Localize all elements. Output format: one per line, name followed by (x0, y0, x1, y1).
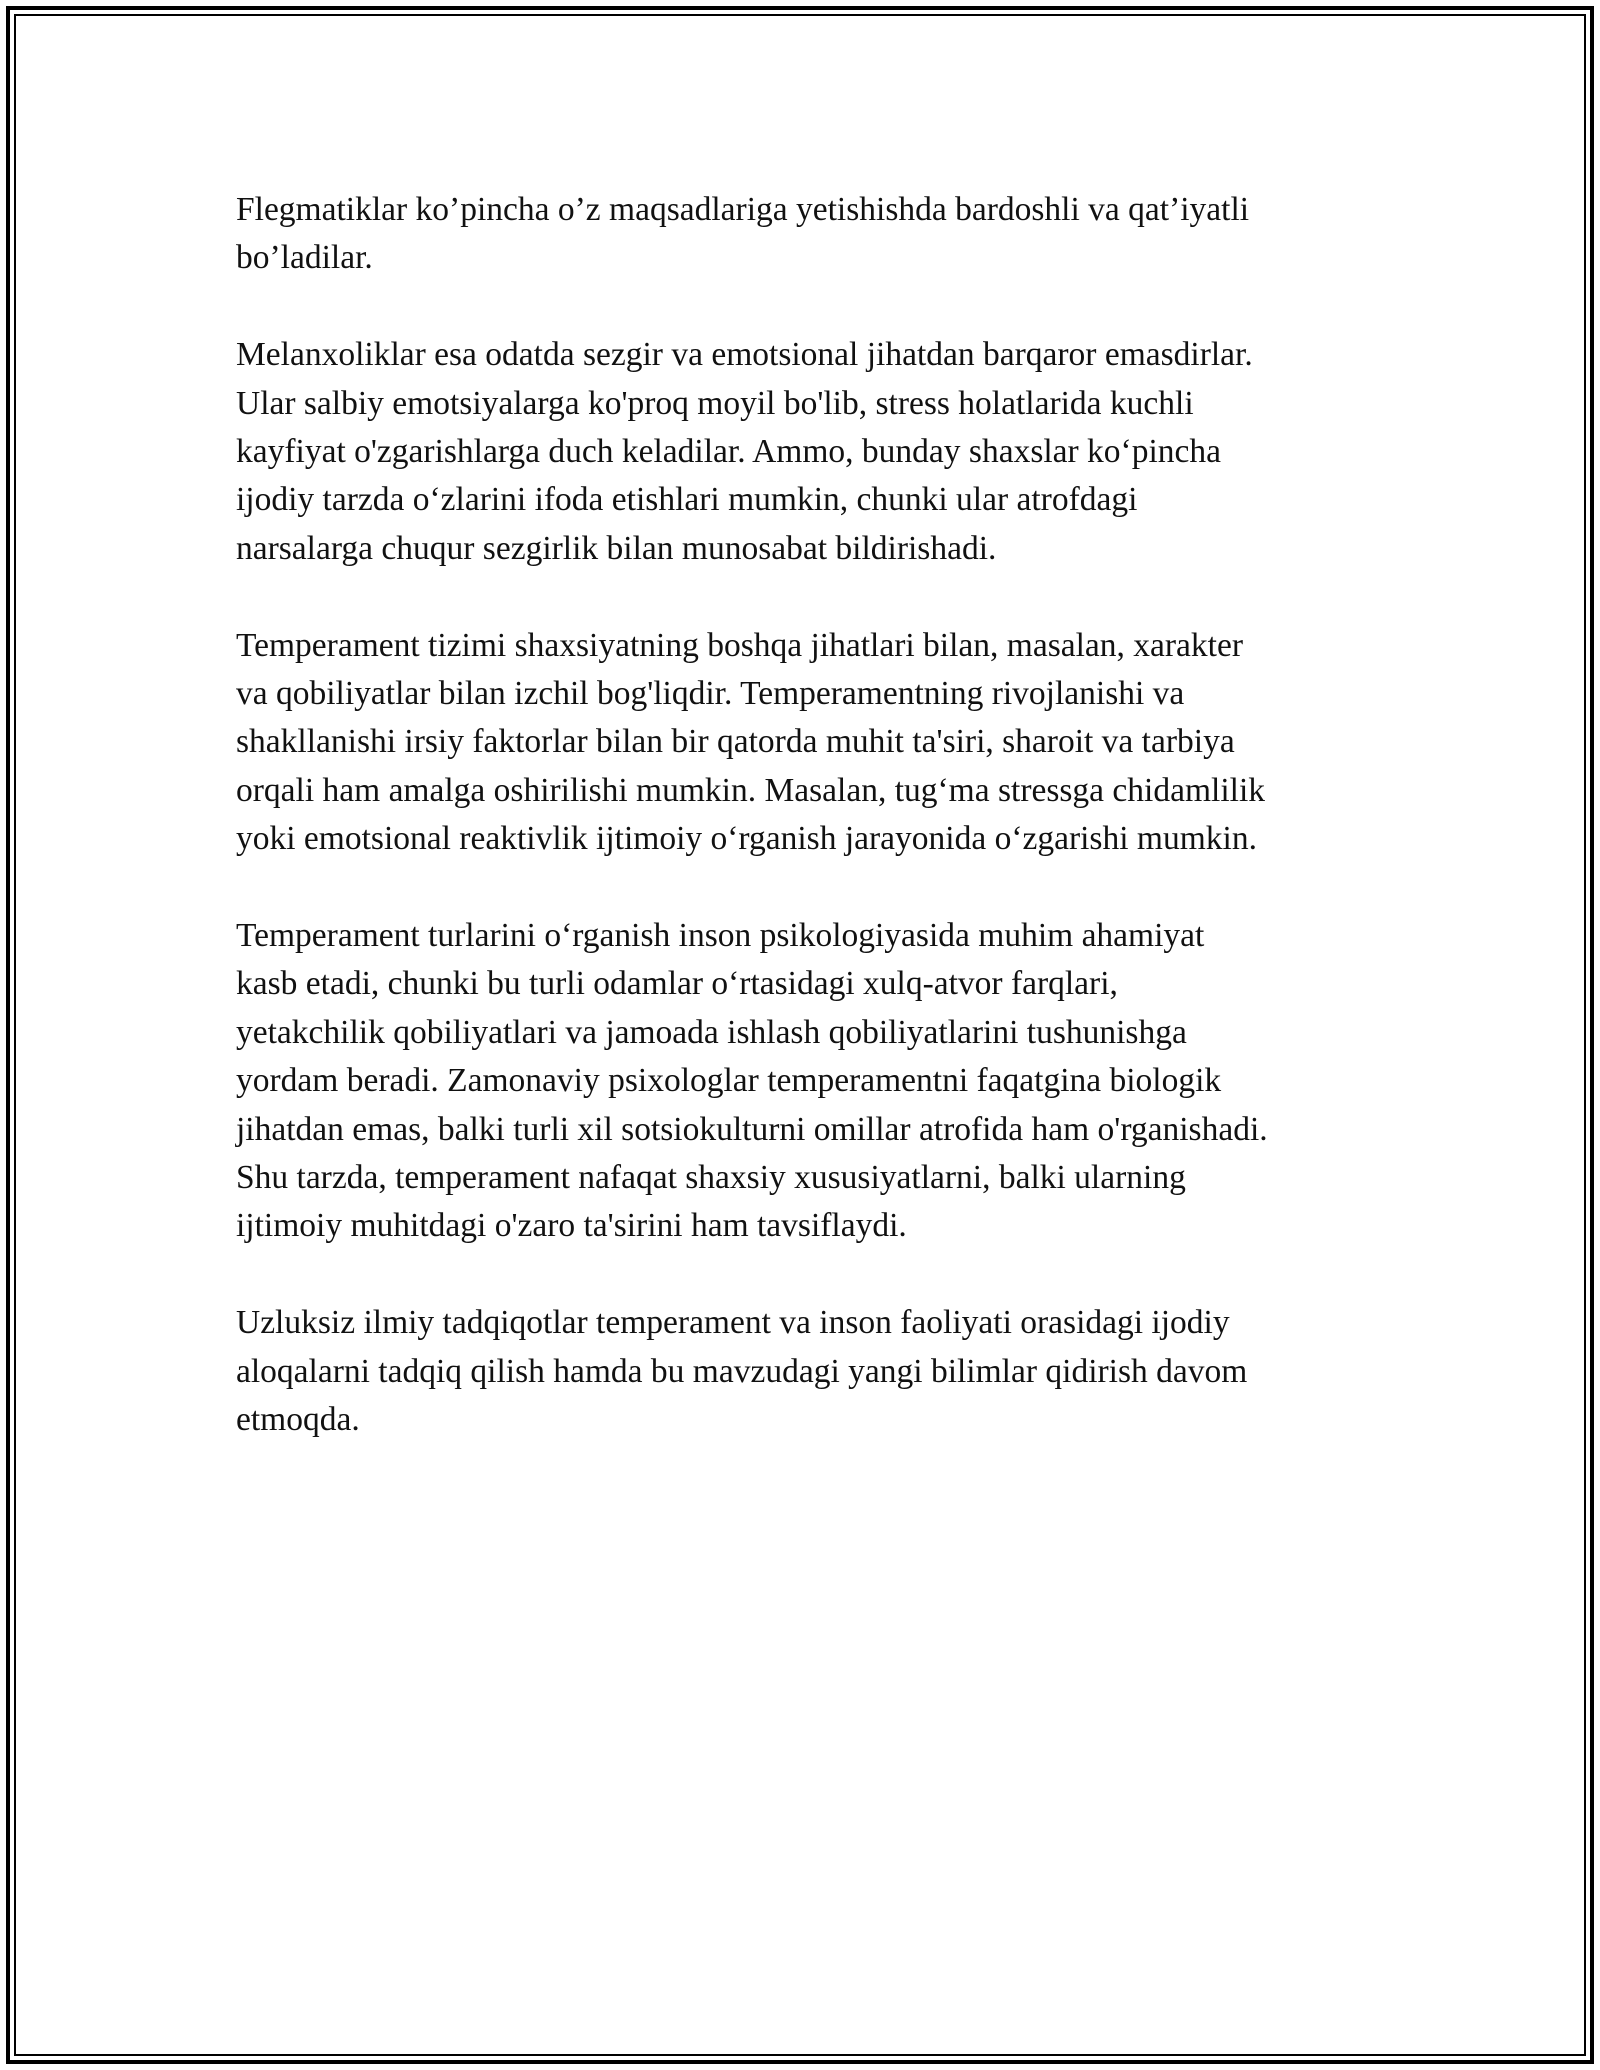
paragraph-continuous-research: Uzluksiz ilmiy tadqiqotlar temperament va inson faoliyati orasidagi ijodiy aloqalarni tadqiq qilish hamda bu mavzudagi yangi bilimlar qidirish davom etmoqda. (236, 1304, 1248, 1439)
paragraph-temperament-study: Temperament turlarini o‘rganish inson psikologiyasida muhim ahamiyat kasb etadi, chunki bu turli odamlar o‘rtasidagi xulq-atvor farqlari, yetakchilik qobiliyatlari va jamoada ishlash qobiliyatlarini tushunishga yordam beradi. Zamonaviy psixologlar temperamentni faqatgina biologik jihatdan emas, balki turli xil sotsiokulturni omillar atrofida ham o'rganishadi. Shu tarzda, temperament nafaqat shaxsiy xususiyatlarni, balki ularning ijtimoiy muhitdagi o'zaro ta'sirini ham tavsiflaydi. (236, 917, 1268, 1245)
document-body (236, 186, 1386, 1493)
paragraph-temperament-system: Temperament tizimi shaxsiyatning boshqa jihatlari bilan, masalan, xarakter va qobiliyatlar bilan izchil bog'liqdir. Temperamentning rivojlanishi va shakllanishi irsiy faktorlar bilan bir qatorda muhit ta'siri, sharoit va tarbiya orqali ham amalga oshirilishi mumkin. Masalan, tug‘ma stressga chidamlilik yoki emotsional reaktivlik ijtimoiy o‘rganish jarayonida o‘zgarishi mumkin. (236, 626, 1265, 858)
paragraph-melancholics: Melanxoliklar esa odatda sezgir va emotsional jihatdan barqaror emasdirlar. Ular salbiy emotsiyalarga ko'proq moyil bo'lib, stress holatlarida kuchli kayfiyat o'zgarishlarga duch keladilar. Ammo, bunday shaxslar ko‘pincha ijodiy tarzda o‘zlarini ifoda etishlari mumkin, chunki ular atrofdagi narsalarga chuqur sezgirlik bilan munosabat bildirishadi. (236, 336, 1253, 567)
paragraph-phlegmatics: Flegmatiklar ko’pincha o’z maqsadlariga yetishishda bardoshli va qat’iyatli bo’ladilar. (236, 191, 1250, 277)
